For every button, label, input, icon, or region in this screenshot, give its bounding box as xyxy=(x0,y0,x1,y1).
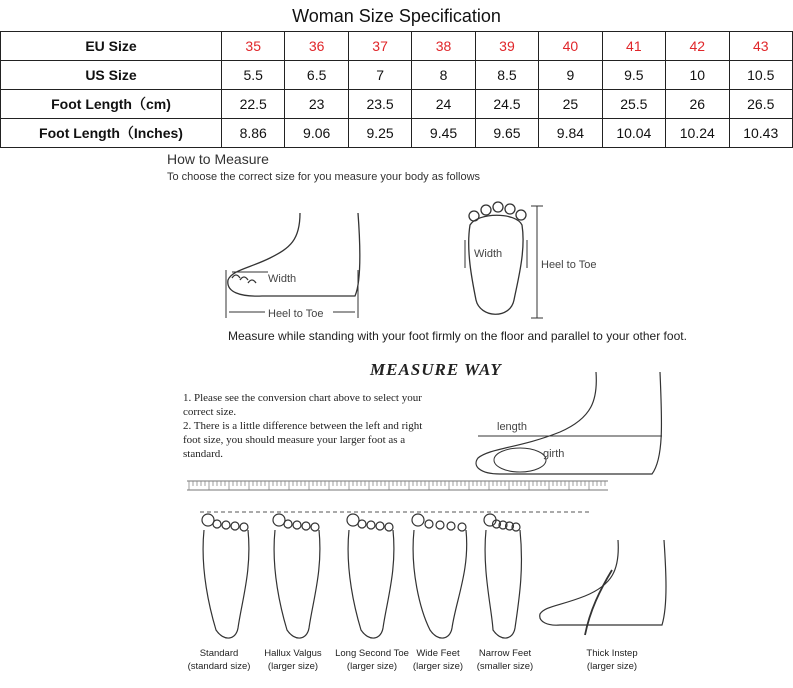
table-cell: 40 xyxy=(539,32,602,61)
table-cell: 35 xyxy=(222,32,285,61)
side-foot-icon xyxy=(226,213,360,318)
foot-type-note: (larger size) xyxy=(586,661,638,672)
foot-type-3-icon xyxy=(347,514,394,638)
row-label: EU Size xyxy=(1,32,222,61)
foot-type-name: Hallux Valgus xyxy=(264,648,322,659)
foot-type-5-icon xyxy=(484,514,521,638)
side-width-label: Width xyxy=(268,273,297,285)
table-cell: 36 xyxy=(285,32,348,61)
measure-steps xyxy=(183,391,423,461)
table-cell: 24 xyxy=(412,90,475,119)
top-heel-label: Heel to Toe xyxy=(541,259,597,271)
foot-type-note: (larger size) xyxy=(412,661,464,672)
how-subheading: To choose the correct size for you measure your body as follows xyxy=(167,171,481,183)
table-cell: 10.04 xyxy=(602,119,665,148)
table-cell: 25.5 xyxy=(602,90,665,119)
length-label: length xyxy=(497,421,527,433)
foot-type-name: Wide Feet xyxy=(416,648,460,659)
table-cell: 6.5 xyxy=(285,61,348,90)
table-cell: 9.06 xyxy=(285,119,348,148)
foot-type-4-icon xyxy=(412,514,467,638)
foot-type-caption xyxy=(253,647,333,673)
table-cell: 42 xyxy=(666,32,729,61)
foot-type-name: Standard xyxy=(199,648,239,659)
foot-type-note: (standard size) xyxy=(187,661,251,672)
how-heading: How to Measure xyxy=(167,151,269,167)
table-cell: 24.5 xyxy=(475,90,538,119)
table-cell: 10 xyxy=(666,61,729,90)
table-cell: 9.65 xyxy=(475,119,538,148)
table-cell: 26 xyxy=(666,90,729,119)
foot-type-2-icon xyxy=(273,514,320,638)
table-cell: 10.5 xyxy=(729,61,793,90)
girth-label: girth xyxy=(543,448,565,460)
table-cell: 22.5 xyxy=(222,90,285,119)
table-cell: 8 xyxy=(412,61,475,90)
table-cell: 8.5 xyxy=(475,61,538,90)
foot-type-caption xyxy=(465,647,545,673)
table-cell: 23 xyxy=(285,90,348,119)
measure-way-title: MEASURE WAY xyxy=(370,360,502,379)
table-cell: 9.25 xyxy=(348,119,411,148)
foot-type-note: (smaller size) xyxy=(476,661,534,672)
table-cell: 38 xyxy=(412,32,475,61)
row-label: Foot Length（Inches) xyxy=(1,119,222,148)
step-2: 2. There is a little difference between the left and right foot size, you should measure your larger foot as a standard. xyxy=(183,420,423,460)
table-cell: 5.5 xyxy=(222,61,285,90)
table-cell: 43 xyxy=(729,32,793,61)
foot-type-name: Thick Instep xyxy=(586,648,638,659)
foot-type-note: (larger size) xyxy=(346,661,398,672)
top-foot-icon xyxy=(465,202,543,318)
foot-type-name: Long Second Toe xyxy=(335,648,409,659)
table-cell: 9.5 xyxy=(602,61,665,90)
side-heel-label: Heel to Toe xyxy=(268,308,324,320)
table-cell: 10.24 xyxy=(666,119,729,148)
foot-type-caption xyxy=(179,647,259,673)
table-cell: 26.5 xyxy=(729,90,793,119)
measure-note: Measure while standing with your foot firmly on the floor and parallel to your other foot. xyxy=(228,329,687,343)
table-cell: 41 xyxy=(602,32,665,61)
table-cell: 25 xyxy=(539,90,602,119)
thick-instep-foot-icon xyxy=(540,540,666,635)
row-label: Foot Length（cm) xyxy=(1,90,222,119)
table-cell: 37 xyxy=(348,32,411,61)
table-cell: 7 xyxy=(348,61,411,90)
step-1: 1. Please see the conversion chart above to select your correct size. xyxy=(183,392,422,418)
page-title: Woman Size Specification xyxy=(292,6,501,26)
top-width-label: Width xyxy=(474,248,503,260)
table-cell: 8.86 xyxy=(222,119,285,148)
row-label: US Size xyxy=(1,61,222,90)
table-cell: 39 xyxy=(475,32,538,61)
foot-type-1-icon xyxy=(202,514,249,638)
ruler xyxy=(187,481,608,490)
table-cell: 9 xyxy=(539,61,602,90)
table-cell: 9.84 xyxy=(539,119,602,148)
foot-type-name: Narrow Feet xyxy=(478,648,532,659)
table-cell: 9.45 xyxy=(412,119,475,148)
table-cell: 23.5 xyxy=(348,90,411,119)
table-cell: 10.43 xyxy=(729,119,793,148)
foot-type-note: (larger size) xyxy=(267,661,319,672)
foot-type-caption xyxy=(572,647,652,673)
